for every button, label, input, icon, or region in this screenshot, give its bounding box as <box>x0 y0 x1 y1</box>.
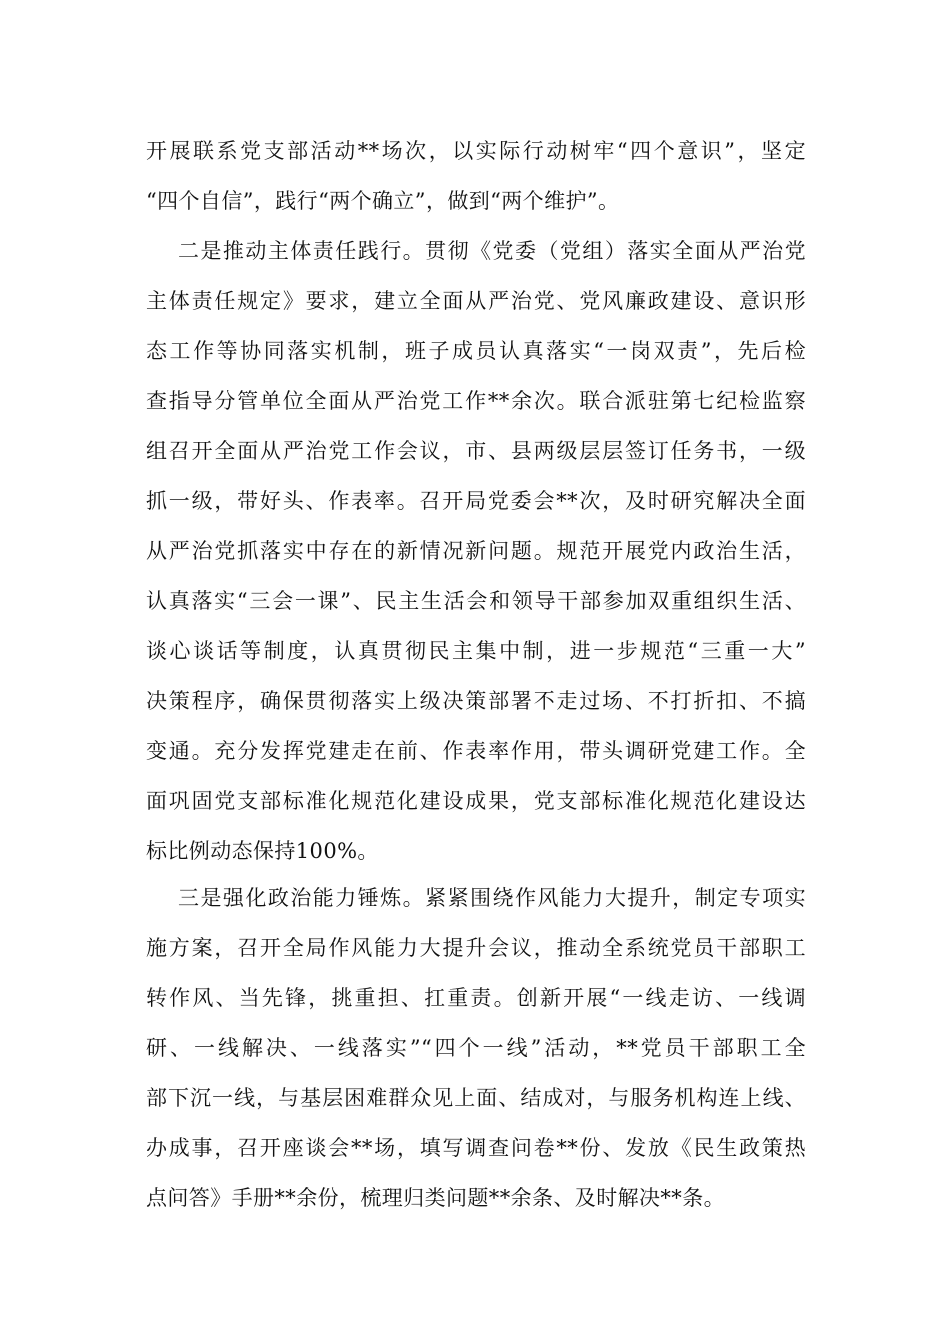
text-line-19: 研、一线解决、一线落实”“四个一线”活动，**党员干部职工全 <box>146 1036 806 1060</box>
text-line-20: 部下沉一线，与基层困难群众见上面、结成对，与服务机构连上线、 <box>146 1086 806 1110</box>
text-line-2: “四个自信”，践行“两个确立”，做到“两个维护”。 <box>146 189 620 213</box>
text-line-14: 面巩固党支部标准化规范化建设成果，党支部标准化规范化建设达 <box>146 789 806 813</box>
text-line-12: 决策程序，确保贯彻落实上级决策部署不走过场、不打折扣、不搞 <box>146 689 806 713</box>
text-line-15: 标比例动态保持100%。 <box>146 839 379 863</box>
text-line-7: 组召开全面从严治党工作会议，市、县两级层层签订任务书，一级 <box>146 439 806 463</box>
text-line-9: 从严治党抓落实中存在的新情况新问题。规范开展党内政治生活， <box>146 539 806 563</box>
text-line-18: 转作风、当先锋，挑重担、扛重责。创新开展“一线走访、一线调 <box>146 986 806 1010</box>
text-line-21: 办成事，召开座谈会**场，填写调查问卷**份、发放《民生政策热 <box>146 1136 806 1160</box>
text-line-11: 谈心谈话等制度，认真贯彻民主集中制，进一步规范“三重一大” <box>146 639 806 663</box>
text-line-17: 施方案，召开全局作风能力大提升会议，推动全系统党员干部职工 <box>146 936 806 960</box>
text-line-4: 主体责任规定》要求，建立全面从严治党、党风廉政建设、意识形 <box>146 289 806 313</box>
text-line-5: 态工作等协同落实机制，班子成员认真落实“一岗双责”，先后检 <box>146 339 806 363</box>
text-line-6: 查指导分管单位全面从严治党工作**余次。联合派驻第七纪检监察 <box>146 389 806 413</box>
paragraph-start-line: 二是推动主体责任践行。贯彻《党委（党组）落实全面从严治党 <box>178 239 806 263</box>
text-line-10: 认真落实“三会一课”、民主生活会和领导干部参加双重组织生活、 <box>146 589 806 613</box>
text-line-1: 开展联系党支部活动**场次，以实际行动树牢“四个意识”，坚定 <box>146 139 806 163</box>
text-line-13: 变通。充分发挥党建走在前、作表率作用，带头调研党建工作。全 <box>146 739 806 763</box>
text-line-8: 抓一级，带好头、作表率。召开局党委会**次，及时研究解决全面 <box>146 489 806 513</box>
text-line-22: 点问答》手册**余份，梳理归类问题**余条、及时解决**条。 <box>146 1186 725 1210</box>
paragraph-start-line: 三是强化政治能力锤炼。紧紧围绕作风能力大提升，制定专项实 <box>178 886 806 910</box>
